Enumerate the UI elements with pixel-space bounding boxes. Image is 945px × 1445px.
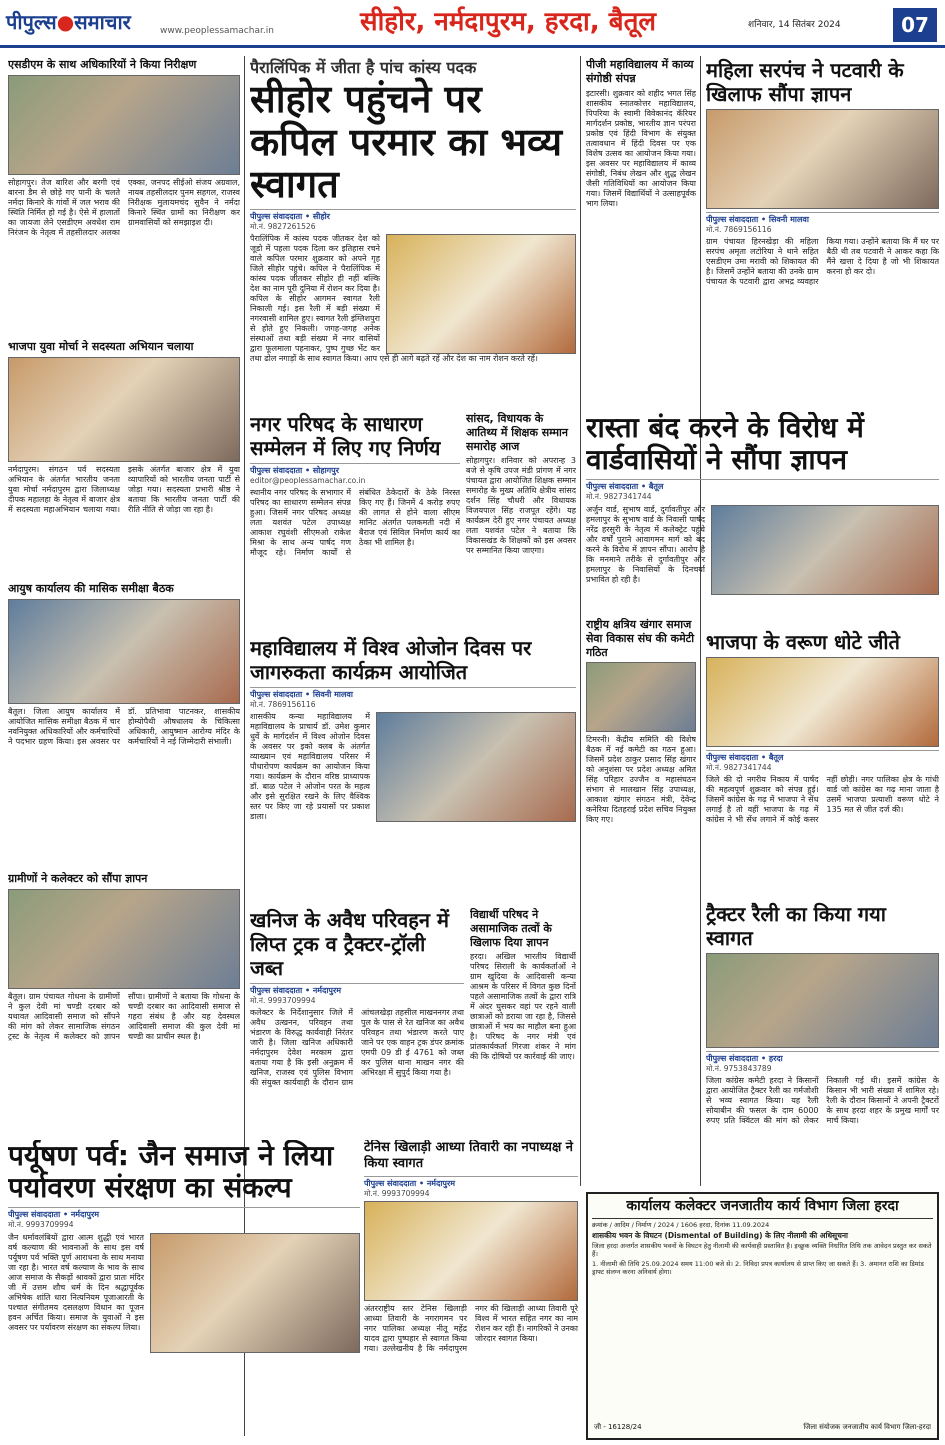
story-byline: पीपुल्स संवाददाता • नर्मदापुरम — [364, 1176, 578, 1189]
story-byline: पीपुल्स संवाददाता • बैतूल — [586, 479, 939, 492]
ad-subject: शासकीय भवन के विघटन (Dismental of Building) के लिए नीलामी की अधिसूचना — [592, 1230, 848, 1240]
story-body: अंतरराष्ट्रीय स्तर टेनिस खिलाड़ी आध्या तिवारी के नगरागमन पर नगर पालिका अध्यक्ष नीतू महेंद्र यादव द्वारा पुष्पहार से स्वागत किया गया। उल्लेखनीय है कि नर्मदापुरम नगर की खिलाड़ी आध्या तिवारी पूरे विश्व में भारत सहित नगर का नाम रोशन कर रही हैं। नागरिकों ने उनका जोरदार स्वागत किया। — [364, 1303, 578, 1353]
story-headline: विद्यार्थी परिषद ने असामाजिक तत्वों के खिलाफ दिया ज्ञापन — [470, 908, 552, 949]
story-photo — [586, 662, 696, 732]
story-byline: पीपुल्स संवाददाता • बैतूल — [706, 750, 939, 763]
reporter-mobile: मो.नं. 9993709994 — [8, 1220, 74, 1230]
ad-code: जी - 16128/24 — [594, 1423, 642, 1432]
reporter-mobile: मो.नं. 9827341744 — [586, 492, 652, 502]
story-khanij-parivahan — [250, 908, 464, 1138]
story-kapil-parmar — [250, 58, 576, 408]
ad-reference: क्रमांक / आदिम / निर्माण / 2024 / 1606 हरदा, दिनांक 11.09.2024 — [592, 1220, 770, 1229]
story-photo — [386, 234, 576, 354]
story-headline: सांसद, विधायक के आतिथ्य में शिक्षक सम्मान समारोह आज — [466, 412, 568, 453]
story-body: स्थानीय नगर परिषद के सभागार में परिषद का साधारण सम्मेलन संपन्न हुआ। जिसमें नगर परिषद अध्यक्ष लता यशवंत पटेल उपाध्यक्ष आकाश रघुवंशी सीएमओ राकेश मिश्रा के साथ अन्य पार्षद गण मौजूद रहे। निर्माण कार्यों से संबंधित ठेकेदारों के ठेके निरस्त किए गए हैं। जिनमें 4 करोड़ रुपए की लागत से होने वाला सीएम मानिट अंतर्गत पलकमती नदी में बैराज एवं सिविल निर्माण कार्य का ठेका भी शामिल है। — [250, 488, 460, 558]
story-photo — [706, 109, 939, 209]
story-photo — [711, 505, 939, 595]
story-byline: पीपुल्स संवाददाता • हरदा — [706, 1051, 939, 1064]
story-byline: पीपुल्स संवाददाता • सीहोर — [250, 209, 576, 222]
story-photo — [8, 357, 240, 462]
reporter-mobile: मो.नं. 7869156116 — [706, 225, 772, 234]
story-body: नर्मदापुरम। संगठन पर्व सदस्यता अभियान के अंतर्गत भारतीय जनता युवा मोर्चा नर्मदापुरम द्वारा जिलाध्यक्ष दीपक महालहा के नेतृत्व में बाजार क्षेत्र में सदस्यता महाअभियान चलाया गया। इसके अंतर्गत बाजार क्षेत्र में युवा व्यापारियों को भारतीय जनता पार्टी से जोड़ा गया। सदस्यता प्रभारी श्रीष्ठ ने बताया कि भारतीय जनता पार्टी की रीति नीति से जोड़ा जा रहा है। — [8, 464, 240, 514]
story-sdm-inspection — [8, 58, 240, 338]
story-byline: पीपुल्स संवाददाता • सिवनी मालवा — [706, 212, 939, 225]
reporter-mobile: मो.नं. 9993709994 — [364, 1188, 430, 1198]
story-photo — [8, 889, 240, 989]
story-body: हरदा। अखिल भारतीय विद्यार्थी परिषद सिराली के कार्यकर्ताओं ने ग्राम खुदिया के आदिवासी कन्या आश्रम के परिसर में विगत कुछ दिनों पहले असामाजिक तत्वों के द्वारा रात्रि में अंदर घुसकर वहां पर रहने वाली छात्राओं को डराया जा रहा है, जिससे छात्राओं में भय का माहौल बना हुआ है। परिषद के नगर मंत्री एवं प्रांतकार्यकर्ता गिरजा शंकर ने मांग की कि दोषियों पर कार्रवाई की जाए। — [470, 952, 576, 1062]
story-photo — [364, 1201, 578, 1301]
story-bjp-yuva — [8, 340, 240, 580]
reporter-mobile: मो.नं. 9993709994 — [250, 996, 316, 1005]
story-headline: आयुष कार्यालय की मासिक समीक्षा बैठक — [8, 582, 174, 595]
story-byline: पीपुल्स संवाददाता • नर्मदापुरम — [8, 1207, 360, 1220]
edition-title: सीहोर, नर्मदापुरम, हरदा, बैतूल — [360, 7, 657, 37]
story-headline: भाजपा के वरूण धोटे जीते — [706, 630, 900, 654]
story-headline: रास्ता बंद करने के विरोध में वार्डवासियों ने सौंपा ज्ञापन — [586, 412, 864, 477]
story-photo — [706, 657, 939, 747]
date-line: शनिवार, 14 सितंबर 2024 — [748, 20, 841, 30]
story-headline: पर्यूषण पर्व: जैन समाज ने लिया पर्यावरण संरक्षण का संकल्प — [8, 1140, 334, 1205]
story-bjp-varun-dhote — [706, 630, 939, 898]
ad-signature: जिला संयोजक जनजातीय कार्य विभाग जिला-हरदा — [803, 1423, 931, 1432]
story-byline: पीपुल्स संवाददाता • सोहागपुर — [250, 463, 460, 476]
story-byline: पीपुल्स संवाददाता • नर्मदापुरम — [250, 983, 464, 996]
reporter-mobile: मो.नं. 9827341744 — [706, 763, 772, 772]
story-body: टिमरनी। केंद्रीय समिति की विशेष बैठक में नई कमेटी का गठन हुआ। जिसमें प्रदेश ठाकुर प्रसाद सिंह खंगार को अनुशंसा पर प्रदेश अध्यक्ष अमित सिंह परिहार उज्जैन व महासंघठन संभाग से मालखान सिंह उपाध्यक्ष, आकाश खंगार संगठन मंत्री, देवेन्द्र कनेरिया दितहराई प्रदेश सचिव नियुक्त किए गए। — [586, 735, 696, 825]
story-headline: ट्रैक्टर रैली का किया गया स्वागत — [706, 902, 886, 950]
story-headline: नगर परिषद के साधारण सम्मेलन में लिए गए निर्णय — [250, 412, 441, 460]
story-rasta-band — [586, 412, 939, 626]
story-body: जिले की दो नगरीय निकाय में पार्षद की महत्वपूर्ण शुक्रवार को संपन्न हुई। जिसमें कांग्रेस के गढ़ में भाजपा ने सेंध लगाई है तो वहीं भाजपा के गढ़ में कांग्रेस ने भी सेंध लगाने में कोई कसर नहीं छोड़ी। नगर पालिका क्षेत्र के गांधी वार्ड जो कांग्रेस का गढ़ माना जाता है उसमें भाजपा प्रत्याशी वरूण धोटे ने 135 मत से जीत दर्ज की। — [706, 775, 939, 825]
column-divider — [580, 56, 581, 1186]
story-body: बैतूल। जिला आयुष कार्यालय में आयोजित मासिक समीक्षा बैठक में चार नवनियुक्त अधिकारियों और कर्मचारियों ने पदभार ग्रहण किया। इस अवसर पर डॉ. प्रतिभावा पाटनकर, शासकीय होम्योपैथी औषधालय के चिकित्सा अधिकारी, आयुष्मान आरोग्य मंदिर के कर्मचारियों ने नई जिम्मेदारी संभाली। — [8, 706, 240, 746]
newspaper-logo[interactable]: पीपुल्स●समाचार — [6, 10, 131, 34]
story-body: सोहागपुर। तेज बारिश और बरगी एवं बारना डैम से छोड़े गए पानी के चलते नर्मदा किनारे के गांवों में जल भराव की स्थिति निर्मित हो गई है। ऐसे में हालातों का जायजा लेने एसडीएम अवधेश राम निरंजन के नेतृत्व में तहसीलदार अलका एक्का, जनपद सीईओ संजय अग्रवाल, नायब तहसीलदार पुनम सहगल, राजस्व निरीक्षक मुलायमचंद सुवैन ने नर्मदा किनारे स्थित ग्रामों का निरीक्षण कर ग्रामवासियों को समझाइश दी। — [8, 177, 240, 237]
story-body: जैन धर्मावलंबियों द्वारा आत्म शुद्धी एवं भारत वर्ष कल्याण की भावनाओं के साथ इस वर्ष पर्यूषण पर्व भक्ति पूर्ण आराधना के साथ मनाया जा रहा है। भारत वर्ष कल्याण के भाव के साथ आज समाज के सैकड़ों श्रावकों द्वारा प्रातः मंदिर जी में उत्तम शौच धर्म के दिन श्रद्धापूर्वक अभिषेक शांति धारा नित्यनियम पूजाआरती के पश्चात संगीतमय दसलक्षण विधान का पूजन हवन अर्चित किया। समाज के युवाओं ने इस अवसर पर पर्यावरण संरक्षण का संकल्प लिया। — [8, 1232, 144, 1332]
reporter-mobile: मो.नं. 9753843789 — [706, 1064, 772, 1073]
story-ozone-day — [250, 636, 576, 904]
story-shikshak-samman — [466, 412, 576, 630]
story-body: कलेक्टर के निर्देशानुसार जिले में अवैध उत्खनन, परिवहन तथा भंडारण के विरुद्ध कार्यवाही निरंतर जारी है। जिला खनिज अधिकारी नर्मदापुरम देवेश मरकाम द्वारा बताया गया है कि इसी अनुक्रम में खनिज, राजस्व एवं पुलिस विभाग की संयुक्त कार्यवाही के दौरान ग्राम आंचलखेड़ा तहसील माखननगर तथा पुल के पास से रेत खनिज का अवैध परिवहन तथा भंडारण करते पाए जाने पर एक वाहन ट्रक डंपर क्रमांक एमपी 09 डी ई 4761 को जब्त कर पुलिस थाना माखन नगर की अभिरक्षा में सुपुर्द किया गया है। — [250, 1008, 464, 1088]
story-headline: खनिज के अवैध परिवहन में लिप्त ट्रक व ट्रैक्टर-ट्रॉली जब्त — [250, 908, 449, 980]
story-headline: महाविद्यालय में विश्व ओजोन दिवस पर जागरुकता कार्यक्रम आयोजित — [250, 636, 532, 684]
story-photo — [8, 599, 240, 704]
story-tennis-aadhya — [364, 1140, 578, 1440]
story-headline: ग्रामीणों ने कलेक्टर को सौंपा ज्ञापन — [8, 872, 148, 885]
story-body: जिला कांग्रेस कमेटी हरदा ने किसानों द्वारा आयोजित ट्रैक्टर रैली का गर्मजोशी से भव्य स्वागत किया। यह रैली सोयाबीन की फसल के दाम 6000 रुपए प्रति क्विंटल की मांग को लेकर निकाली गई थी। इसमें कांग्रेस के किसान भी भारी संख्या में शामिल रहे। रैली के दौरान किसानों ने अपनी ट्रैक्टरों के साथ हरदा शहर के प्रमुख मार्गों पर मार्च किया। — [706, 1076, 939, 1126]
story-headline: सीहोर पहुंचने पर कपिल परमार का भव्य स्वागत — [250, 77, 563, 207]
story-headline: एसडीएम के साथ अधिकारियों ने किया निरीक्षण — [8, 58, 197, 71]
ad-terms: 1. नीलामी की तिथि 25.09.2024 समय 11:00 बजे से। 2. निविदा प्रपत्र कार्यालय से प्राप्त किए जा सकते हैं। 3. अमानत राशि का डिमांड ड्राफ्ट संलग्न करना अनिवार्य होगा। — [592, 1260, 924, 1277]
story-headline: टेनिस खिलाड़ी आध्या तिवारी का नपाध्यक्ष ने किया स्वागत — [364, 1140, 573, 1172]
reporter-mobile: मो.नं. 9827261526 — [250, 221, 316, 231]
story-paryushan — [8, 1140, 360, 1440]
story-headline: राष्ट्रीय क्षत्रिय खंगार समाज सेवा विकास संघ की कमेटी गठित — [586, 618, 695, 659]
story-ayush-meeting — [8, 582, 240, 870]
story-body: सोहागपुर। शनिवार को अपरान्ह 3 बजे से कृषि उपज मंडी प्रांगण में नगर पंचायत द्वारा आयोजित शिक्षक सम्मान समारोह के मुख्य अतिथि क्षेत्रीय सांसद दर्शन सिंह चौधरी और विधायक विजयपाल सिंह राजपूत रहेंगे। यह कार्यक्रम देरी हुए नगर पंचायत अध्यक्ष लता यशवंत पटेल ने बताया कि विकासखंड के शिक्षकों को इस अवसर पर सम्मानित किया जाएगा। — [466, 456, 576, 556]
reporter-email[interactable]: editor@peoplessamachar.co.in — [250, 476, 366, 485]
story-body: इटारसी। शुक्रवार को शहीद भगत सिंह शासकीय स्नातकोत्तर महाविद्यालय, पिपरिया के स्वामी विवेकानंद कॅरियर मार्गदर्शन प्रकोष्ठ, भारतीय ज्ञान परंपरा प्रकोष्ठ एवं हिंदी विभाग के संयुक्त तत्वावधान में हिंदी दिवस पर एक विशेष उत्सव का आयोजन किया गया। इस अवसर पर महाविद्यालय में काव्य संगोष्ठी, निबंध लेखन और शुद्ध लेखन जैसी गतिविधियों का आयोजन किया गया। जिसमें विद्यार्थियों ने उत्साहपूर्वक भाग लिया। — [586, 88, 696, 208]
ad-title: कार्यालय कलेक्टर जनजातीय कार्य विभाग जिला हरदा — [592, 1198, 933, 1219]
story-kicker: पैरालिंपिक में जीता है पांच कांस्य पदक — [250, 58, 477, 77]
story-photo — [706, 953, 939, 1048]
story-mahila-sarpanch — [706, 58, 939, 402]
masthead — [0, 0, 945, 48]
reporter-mobile: मो.नं. 7869156116 — [250, 700, 316, 709]
story-vidyarthi-parishad — [470, 908, 576, 1138]
story-headline: महिला सरपंच ने पटवारी के खिलाफ सौंपा ज्ञापन — [706, 58, 904, 106]
government-notice-ad — [586, 1192, 939, 1440]
story-photo — [150, 1233, 360, 1353]
story-kshatriya-samaj — [586, 618, 696, 1138]
story-nagar-parishad — [250, 412, 460, 630]
page-number: 07 — [893, 8, 937, 42]
story-tractor-rally — [706, 902, 939, 1186]
story-photo — [8, 75, 240, 175]
story-headline: भाजपा युवा मोर्चा ने सदस्यता अभियान चलाया — [8, 340, 194, 353]
story-body: ग्राम पंचायत हिरनखेड़ा की महिला सरपंच अमृता लटोरिया ने थाने सहित एसडीएम उमा मरावी को शिकायत की है। जिसमें उन्होंने बताया की उनके ग्राम पंचायत के पटवारी द्वारा अभद्र व्यवहार किया गया। उन्होंने बताया कि मैं घर पर बैठी थी तब पटवारी ने आकर कहा कि मैंने खत्ता दे दिया है जो भी शिकायत करना हो कर दो। — [706, 237, 939, 287]
story-byline: पीपुल्स संवाददाता • सिवनी मालवा — [250, 687, 576, 700]
ad-text: जिला हरदा अन्तर्गत शासकीय भवनों के विघटन हेतु नीलामी की कार्यवाही प्रस्तावित है। इच्छुक व्यक्ति निर्धारित तिथि तक आवेदन प्रस्तुत कर सकते हैं। — [592, 1242, 932, 1259]
site-url[interactable]: www.peoplessamachar.in — [160, 26, 274, 36]
story-body: बैतूल। ग्राम पंचायत गोधना के ग्रामीणों ने कुल देवी मां चण्डी दरबार को यथावत आदिवासी समाज को सौंपने की मांग को लेकर सामाजिक संगठन ट्रस्ट के नेतृत्व में कलेक्टर को ज्ञापन सौंपा। ग्रामीणों ने बताया कि गोधना के चण्डी दरबार का आदिवासी समाज से गहरा संबंध है और यह देवस्थल आदिवासी समाज की कुल देवी मां चण्डी का प्राचीन स्थल है। — [8, 991, 240, 1041]
story-body: पैरालिंपिक में कांस्य पदक जीतकर देश को जूडो में पहला पदक दिला कर इतिहास रचने वाले कपिल परमार शुक्रवार को अपने गृह जिले सीहोर पहुंचे। कपिल ने पैरालिंपिक में कांस्य पदक जीतकर सीहोर ही नहीं बल्कि देश का नाम पूरी दुनिया में रोशन कर दिया है। कपिल के सीहोर आगमन स्वागत रैली निकाली गई। इस रैली में बड़ी संख्या में नगरवासी शामिल हुए। स्वागत रैली इंग्लिशपुरा से होते हुए निकली। जगह-जगह अनेक संस्थाओं तथा बड़ी संख्या में नगर वासियों द्वारा फूलमाला पहनाकर, पुष्प गुच्छ भेंट कर तथा ढोल नगाड़ों के साथ स्वागत किया। आप एसे ही आगे बढ़ते रहें और देश का नाम रोशन करते रहें। — [250, 234, 538, 364]
logo-dot-icon: ● — [56, 10, 75, 34]
story-headline: पीजी महाविद्यालय में काव्य संगोष्ठी संपन्न — [586, 58, 694, 85]
story-photo — [376, 712, 576, 822]
story-gramin-gyapan — [8, 872, 240, 1132]
story-body: शासकीय कन्या महाविद्यालय में महाविद्यालय के प्राचार्य डॉ. उमेश कुमार धुर्वे के मार्गदर्शन में विश्व ओजोन दिवस के अवसर पर इको क्लब के अंतर्गत व्याख्यान एवं महाविद्यालय परिसर में पौधारोपण कार्यक्रम का आयोजन किया गया। कार्यक्रम के दौरान वरिष्ठ प्राध्यापक डॉ. बाळ पटेल ने ओजोन परत के महत्व और इसे सुरक्षित रखने के लिए वैश्विक स्तर पर किए जा रहे प्रयासों पर प्रकाश डाला। — [250, 712, 370, 822]
story-body: अर्जुन वार्ड, सुभाष वार्ड, दुर्गावतीपुर और हमलापुर के सुभाष वार्ड के निवासी पार्षद नरेंद्र हरसुरी के नेतृत्व में कलेक्ट्रेट पहुंचे और वर्षों पुराने आवागमन मार्ग को बंद करने के विरोध में ज्ञापन सौंपा। आरोप है कि मनमाने तरीके से दुर्गावतीपुर और हमलापुर के निवासियों के दिनचर्या प्रभावित हो रही है। — [586, 504, 705, 584]
